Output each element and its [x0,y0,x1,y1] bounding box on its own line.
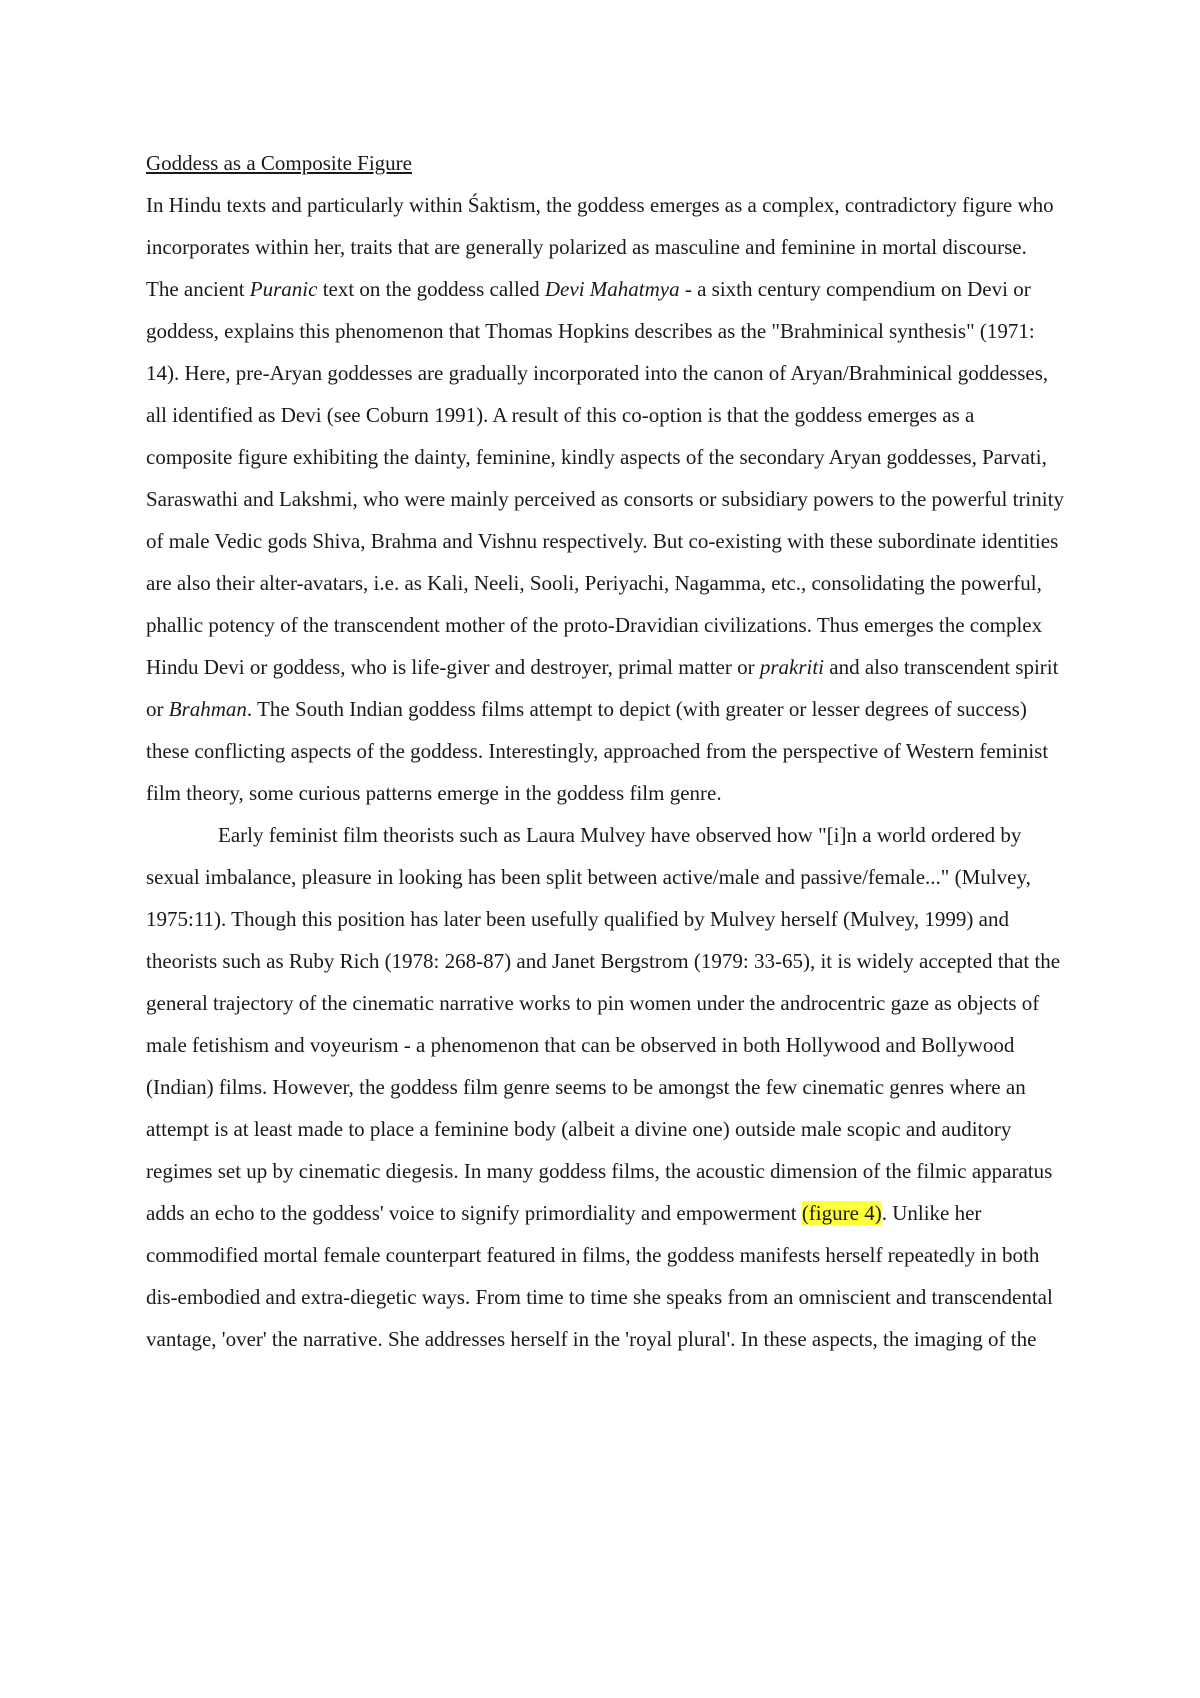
paragraph-1 [146,184,1064,814]
paragraph-1-text-5: . The South Indian goddess films attempt to depict (with greater or lesser degrees of success) these conflicting aspects of the goddess. Interestingly, approached from the perspective of Western feminist film theory, some curious patterns emerge in the goddess film genre. [146,697,1049,805]
figure-reference-highlight: (figure 4) [801,1201,882,1225]
term-puranic: Puranic [249,277,318,301]
term-devi-mahatmya: Devi Mahatmya [544,277,680,301]
paragraph-1-text-3: - a sixth century compendium on Devi or goddess, explains this phenomenon that Thomas Hopkins describes as the "Brahminical synthesis" (1971: 14). Here, pre-Aryan goddesses are gradually incorporated into the canon of Aryan/Brahminical goddesses, all identified as Devi (see Coburn 1991). A result of this co-option is that the goddess emerges as a composite figure exhibiting the dainty, feminine, kindly aspects of the secondary Aryan goddesses, Parvati, Saraswathi and Lakshmi, who were mainly perceived as consorts or subsidiary powers to the powerful trinity of male Vedic gods Shiva, Brahma and Vishnu respectively. But co-existing with these subordinate identities are also their alter-avatars, i.e. as Kali, Neeli, Sooli, Periyachi, Nagamma, etc., consolidating the powerful, phallic potency of the transcendent mother of the proto-Dravidian civilizations. Thus emerges the complex Hindu Devi or goddess, who is life-giver and destroyer, primal matter or [146,277,1064,679]
paragraph-1-text-4: and also transcendent spirit or [146,655,1059,721]
paragraph-2-text-2: . Unlike her commodified mortal female counterpart featured in films, the goddess manifests herself repeatedly in both dis-embodied and extra-diegetic ways. From time to time she speaks from an omniscient and transcendental vantage, 'over' the narrative. She addresses herself in the 'royal plural'. In these aspects, the imaging of the [146,1201,1053,1351]
term-prakriti: prakriti [759,655,825,679]
term-brahman: Brahman [168,697,247,721]
paragraph-1-text-1: In Hindu texts and particularly within Śaktism, the goddess emerges as a complex, contradictory figure who incorporates within her, traits that are generally polarized as masculine and feminine in mortal discourse. The ancient [146,193,1054,301]
paragraph-2-text-1: Early feminist film theorists such as Laura Mulvey have observed how "[i]n a world ordered by sexual imbalance, pleasure in looking has been split between active/male and passive/female..." (Mulvey, 1975:11). Though this position has later been usefully qualified by Mulvey herself (Mulvey, 1999) and theorists such as Ruby Rich (1978: 268-87) and Janet Bergstrom (1979: 33-65), it is widely accepted that the general trajectory of the cinematic narrative works to pin women under the androcentric gaze as objects of male fetishism and voyeurism - a phenomenon that can be observed in both Hollywood and Bollywood (Indian) films. However, the goddess film genre seems to be amongst the few cinematic genres where an attempt is at least made to place a feminine body (albeit a divine one) outside male scopic and auditory regimes set up by cinematic diegesis. In many goddess films, the acoustic dimension of the filmic apparatus adds an echo to the goddess' voice to signify primordiality and empowerment [146,823,1061,1225]
paragraph-2 [146,814,1064,1360]
section-heading: Goddess as a Composite Figure [146,151,412,175]
document-page [146,142,1064,1360]
paragraph-1-text-2: text on the goddess called [317,277,545,301]
